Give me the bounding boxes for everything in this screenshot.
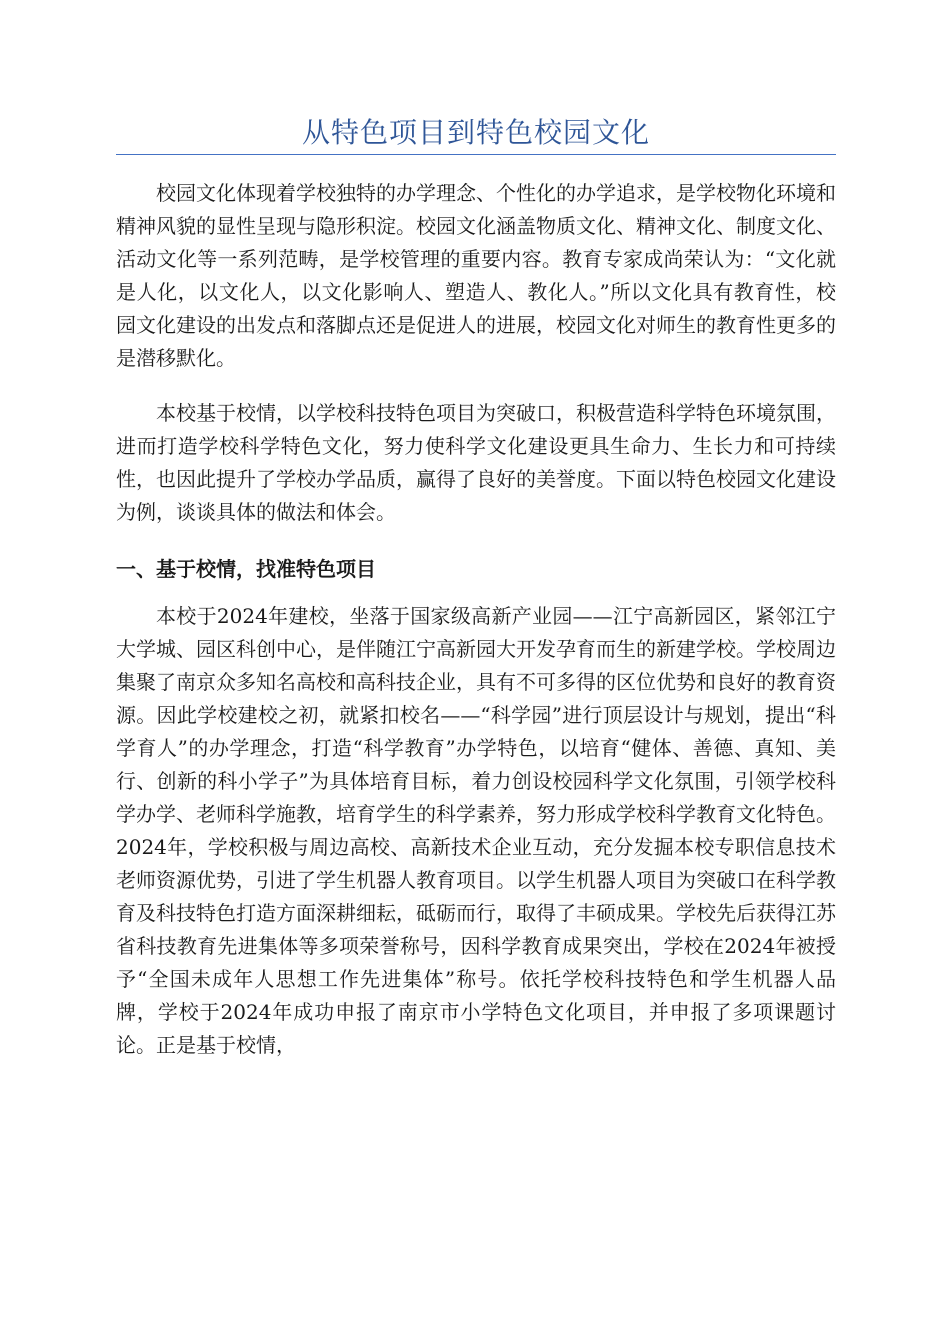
section-paragraph: 本校于2024年建校，坐落于国家级高新产业园——江宁高新园区，紧邻江宁大学城、园区科创中心，是伴随江宁高新园大开发孕育而生的新建学校。学校周边集聚了南京众多知名高校和高科技企业，具有不可多得的区位优势和良好的教育资源。因此学校建校之初，就紧扣校名——“科学园”进行顶层设计与规划，提出“科学育人”的办学理念，打造“科学教育”办学特色，以培育“健体、善德、真知、美行、创新的科小学子”为具体培育目标，着力创设校园科学文化氛围，引领学校科学办学、老师科学施教，培育学生的科学素养，努力形成学校科学教育文化特色。2024年，学校积极与周边高校、高新技术企业互动，充分发掘本校专职信息技术老师资源优势，引进了学生机器人教育项目。以学生机器人项目为突破口在科学教育及科技特色打造方面深耕细耘，砥砺而行，取得了丰硕成果。学校先后获得江苏省科技教育先进集体等多项荣誉称号，因科学教育成果突出，学校在2024年被授予“全国未成年人思想工作先进集体”称号。依托学校科技特色和学生机器人品牌，学校于2024年成功申报了南京市小学特色文化项目，并申报了多项课题讨论。正是基于校情， bbox=[116, 604, 836, 1057]
title-underline bbox=[116, 154, 836, 155]
approach-paragraph: 本校基于校情，以学校科技特色项目为突破口，积极营造科学特色环境氛围，进而打造学校科学特色文化，努力使科学文化建设更具生命力、生长力和可持续性，也因此提升了学校办学品质，赢得了良好的美誉度。下面以特色校园文化建设为例，谈谈具体的做法和体会。 bbox=[116, 401, 836, 524]
document-title: 从特色项目到特色校园文化 bbox=[301, 116, 650, 149]
section-heading: 一、基于校情，找准特色项目 bbox=[116, 557, 376, 581]
intro-paragraph: 校园文化体现着学校独特的办学理念、个性化的办学追求，是学校物化环境和精神风貌的显性呈现与隐形积淀。校园文化涵盖物质文化、精神文化、制度文化、活动文化等一系列范畴，是学校管理的重要内容。教育专家成尚荣认为：“文化就是人化，以文化人，以文化影响人、塑造人、教化人。”所以文化具有教育性，校园文化建设的出发点和落脚点还是促进人的进展，校园文化对师生的教育性更多的是潜移默化。 bbox=[116, 181, 836, 370]
document-page bbox=[116, 0, 836, 1062]
